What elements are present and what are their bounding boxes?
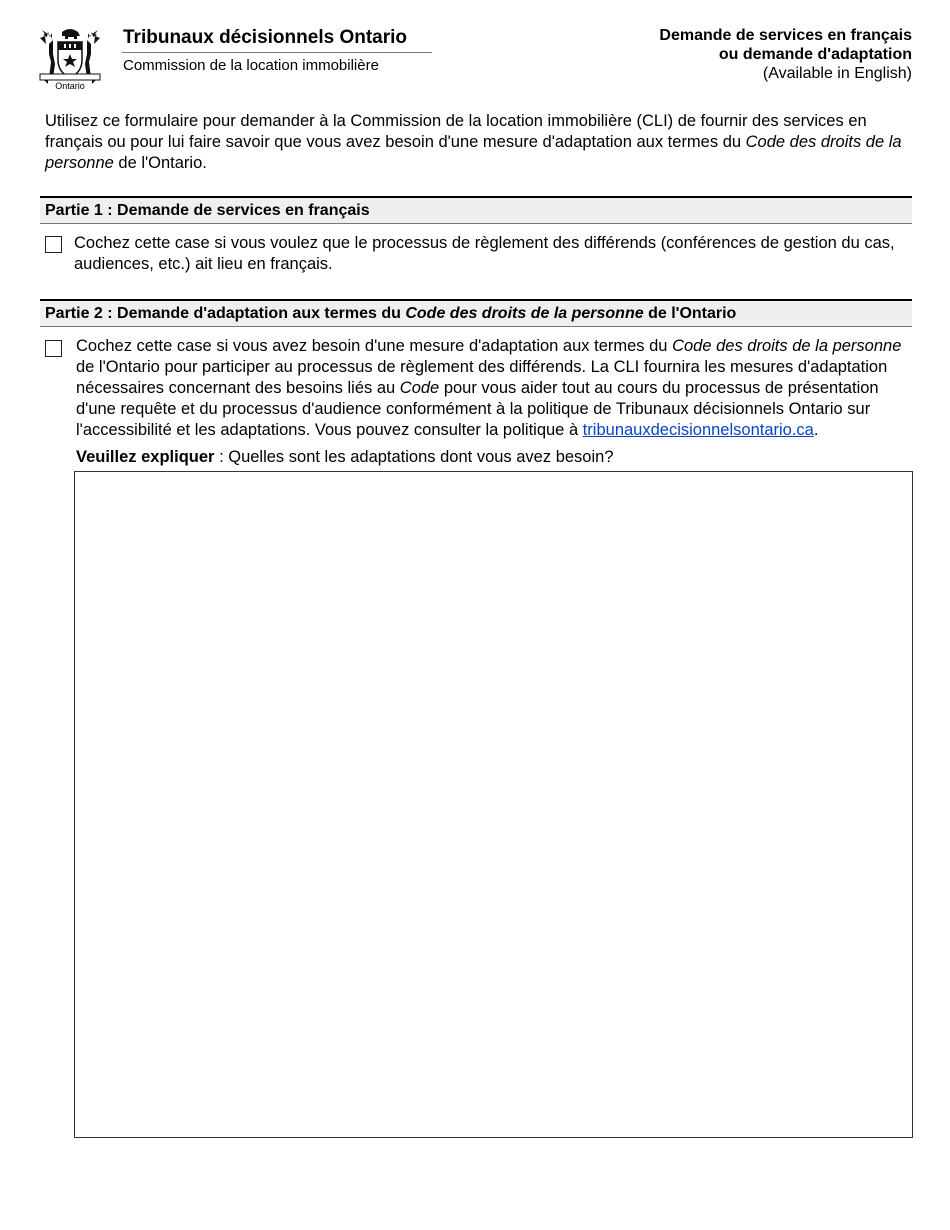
intro-text-1: Utilisez ce formulaire pour demander à la Commission de la location immobilière (CLI) de fournir des services en français ou pour lui faire savoir que vous avez besoin d'une mesure d'adaptation aux termes du xyxy=(45,112,867,151)
organization-title: Tribunaux décisionnels Ontario xyxy=(123,27,407,48)
explain-prompt-text: : Quelles sont les adaptations dont vous avez besoin? xyxy=(214,448,614,466)
tribunal-website-link[interactable]: tribunauxdecisionnelsontario.ca xyxy=(582,421,814,439)
intro-text-2: de l'Ontario. xyxy=(113,154,207,172)
form-title-line-3: (Available in English) xyxy=(762,65,912,82)
form-title-line-1: Demande de services en français xyxy=(659,27,912,44)
form-title-line-2: ou demande d'adaptation xyxy=(718,46,912,63)
accommodation-text xyxy=(76,336,916,441)
part1-heading: Partie 1 : Demande de services en français xyxy=(40,196,912,224)
part2-heading-italic: Code des droits de la personne xyxy=(405,305,644,322)
accommodation-explanation-field[interactable] xyxy=(74,471,913,1138)
organization-subtitle: Commission de la location immobilière xyxy=(123,57,379,74)
header-divider xyxy=(122,52,432,53)
form-title xyxy=(659,26,912,83)
accommodation-italic-1: Code des droits de la personne xyxy=(672,337,902,355)
part2-heading-text-2: de l'Ontario xyxy=(643,305,737,322)
accommodation-text-1: Cochez cette case si vous avez besoin d'une mesure d'adaptation aux termes du xyxy=(76,337,673,355)
intro-code-italic: Code des droits de la personne xyxy=(45,133,902,172)
part2-heading xyxy=(40,299,912,327)
crest-label: Ontario xyxy=(55,81,85,91)
explain-prompt-bold: Veuillez expliquer xyxy=(76,448,215,466)
accommodation-text-3: pour vous aider tout au cours du processus de présentation d'une requête et du processus d'audience conformément à la politique de Tribunaux décisionnels Ontario sur l'accessibilité et les adaptations. Vous pouvez consulter la politique à xyxy=(76,379,879,439)
part2-heading-text-1: Partie 2 : Demande d'adaptation aux termes du xyxy=(45,305,406,322)
accommodation-text-4: . xyxy=(813,421,819,439)
intro-paragraph xyxy=(45,111,905,174)
explain-prompt xyxy=(76,447,614,468)
french-services-checkbox[interactable] xyxy=(45,236,62,253)
accommodation-italic-2: Code xyxy=(399,379,440,397)
accommodation-checkbox[interactable] xyxy=(45,340,62,357)
accommodation-text-2: de l'Ontario pour participer au processus de règlement des différends. La CLI fournira les mesures d'adaptation nécessaires concernant des besoins liés au xyxy=(76,358,888,397)
french-services-text: Cochez cette case si vous voulez que le processus de règlement des différends (conférences de gestion du cas, audiences, etc.) ait lieu en français. xyxy=(74,234,895,273)
